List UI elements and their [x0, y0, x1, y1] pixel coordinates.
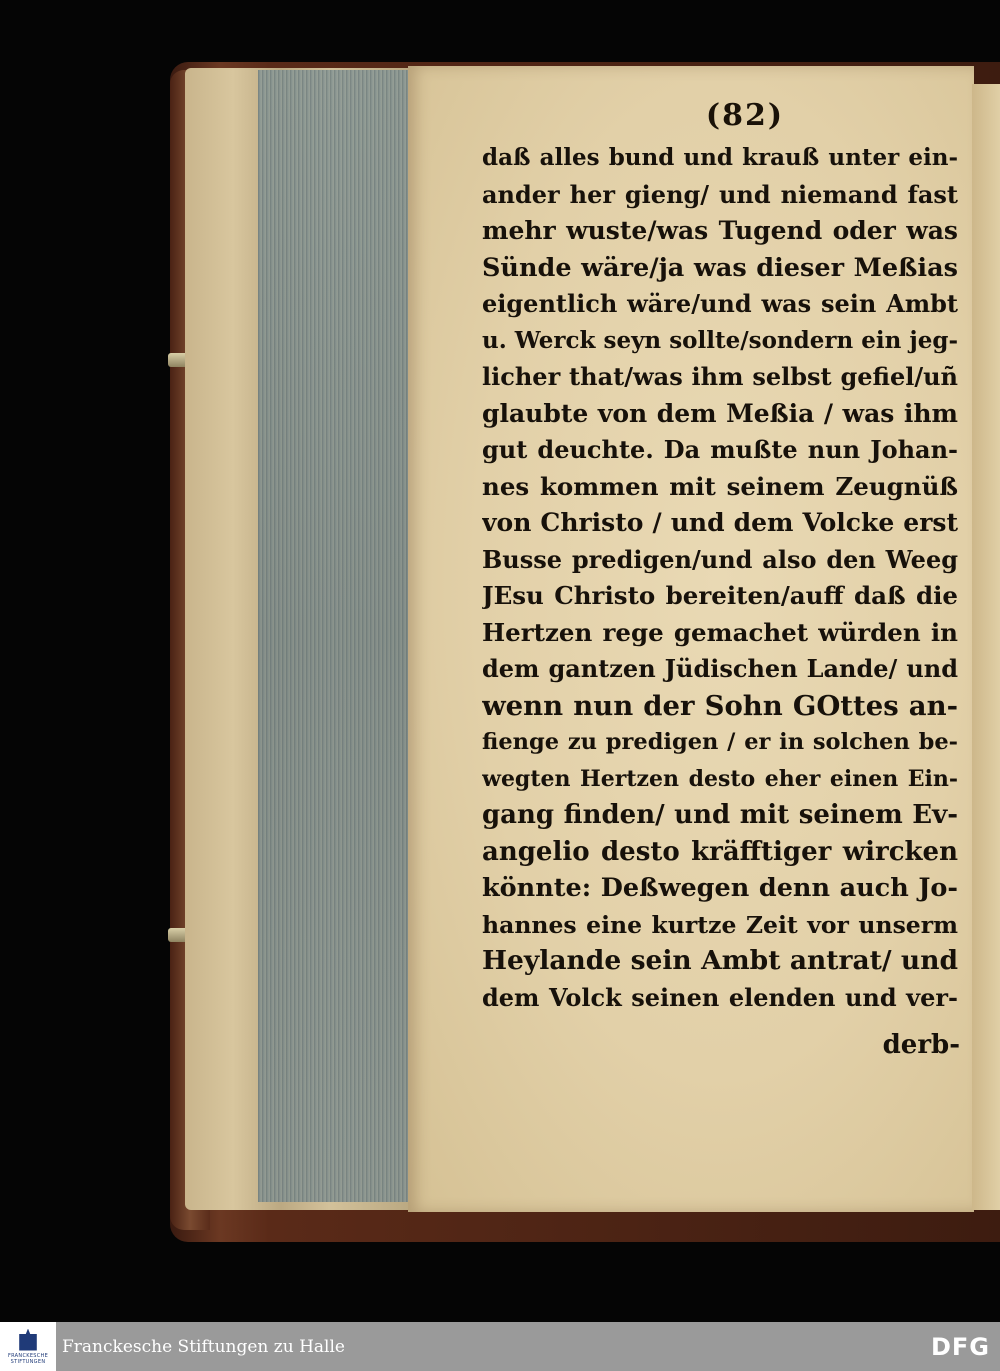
text-line: eigentlich wäre/und was sein Ambt	[482, 289, 958, 318]
text-line: u. Werck seyn sollte/sondern ein jeg-	[482, 326, 958, 354]
text-line: von Christo / und dem Volcke erst	[482, 508, 958, 537]
footer-institution-title: Franckesche Stiftungen zu Halle	[62, 1336, 345, 1357]
text-line: ander her gieng/ und niemand fast	[482, 179, 958, 209]
text-line: hannes eine kurtze Zeit vor unserm	[482, 910, 958, 939]
footer-bar	[0, 1322, 1000, 1371]
text-line: mehr wuste/was Tugend oder was	[482, 216, 958, 245]
facing-page-edge	[972, 84, 1000, 1210]
text-line: fienge zu predigen / er in solchen be-	[482, 729, 958, 755]
text-line: könnte: Deßwegen denn auch Jo-	[482, 873, 958, 903]
text-line: gut deuchte. Da mußte nun Johan-	[482, 435, 958, 464]
text-line: licher that/was ihm selbst gefiel/uñ	[482, 362, 958, 391]
page-text	[482, 140, 958, 1060]
text-line: wenn nun der Sohn GOttes an-	[482, 689, 958, 722]
text-line: wegten Hertzen desto eher einen Ein-	[482, 765, 958, 792]
text-line: nes kommen mit seinem Zeugnüß	[482, 471, 958, 501]
text-line: dem Volck seinen elenden und ver-	[482, 982, 958, 1012]
text-line: glaubte von dem Meßia / was ihm	[482, 398, 958, 428]
text-line: gang finden/ und mit seinem Ev-	[482, 800, 958, 830]
franckesche-logo[interactable]	[0, 1322, 56, 1371]
text-line: daß alles bund und krauß unter ein-	[482, 144, 958, 171]
text-line: angelio desto kräfftiger wircken	[482, 836, 958, 867]
text-line: Busse predigen/und also den Weeg	[482, 544, 958, 574]
footer-logo-text: FRANCKESCHE STIFTUNGEN	[7, 1352, 49, 1365]
page-edges	[258, 70, 408, 1202]
dfg-logo[interactable]: DFG	[930, 1332, 990, 1361]
catchword: derb-	[882, 1030, 960, 1060]
text-line: dem gantzen Jüdischen Lande/ und	[482, 654, 958, 683]
text-line: Heylande sein Ambt antrat/ und	[482, 945, 958, 976]
text-line: Hertzen rege gemachet würden in	[482, 617, 958, 647]
franckesche-logo-icon	[17, 1329, 39, 1351]
text-line: JEsu Christo bereiten/auff daß die	[482, 581, 958, 610]
text-line: Sünde wäre/ja was dieser Meßias	[482, 252, 958, 283]
page-number-header: (82)	[705, 98, 785, 133]
